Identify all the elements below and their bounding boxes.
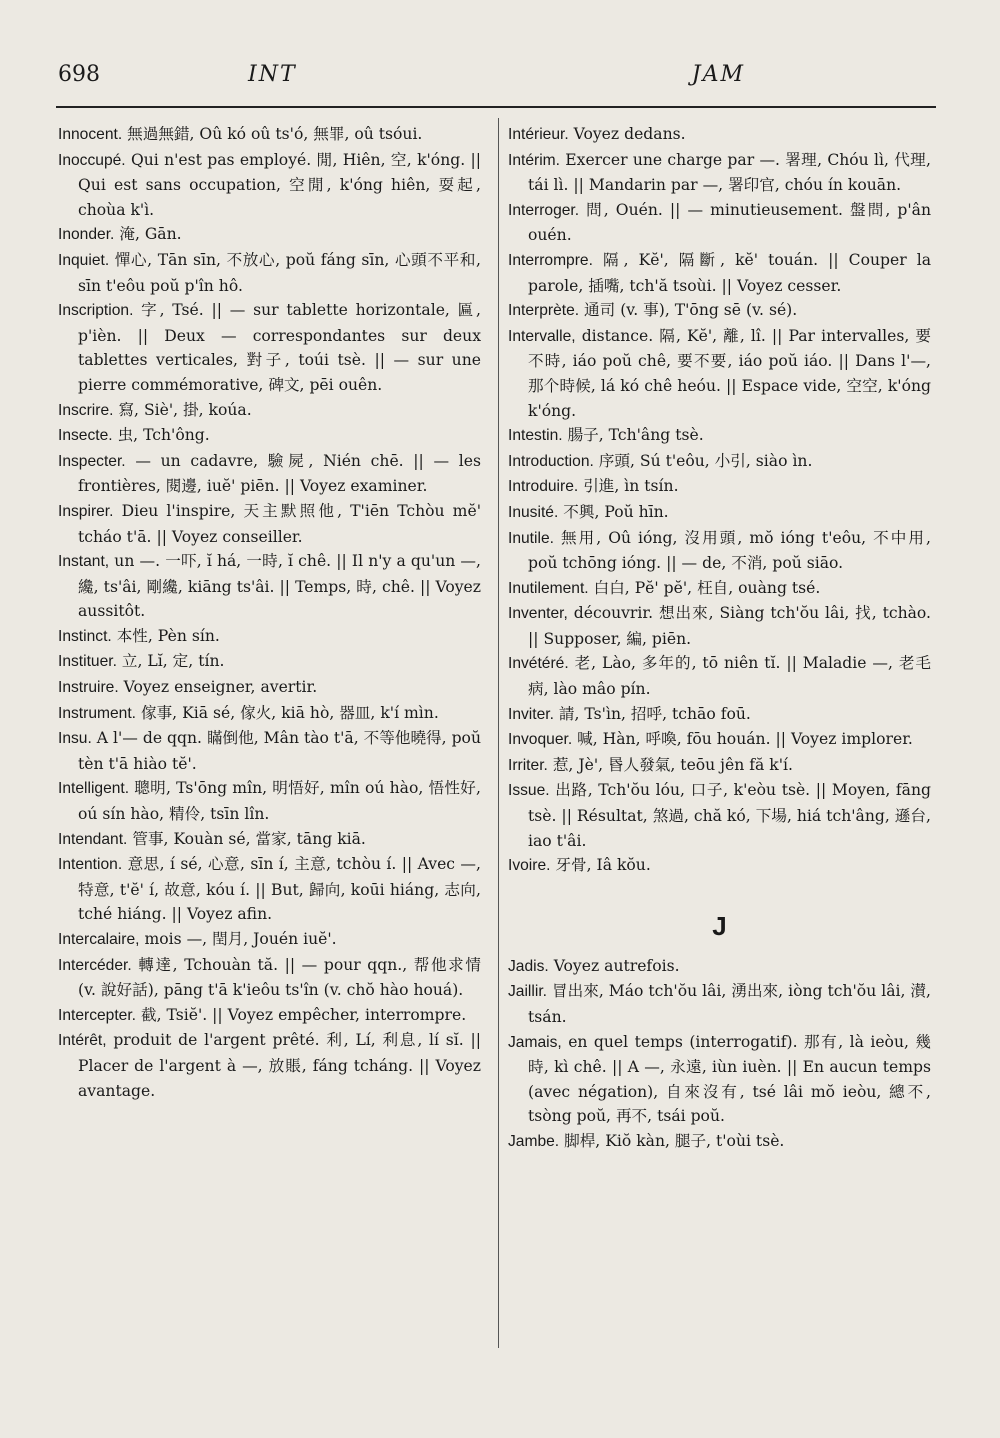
entry-headword: Inonder. — [58, 226, 115, 244]
entry-definition: 出路, Tch'ŏu lóu, 口子, k'eòu tsè. || Moyen, fāng tsè. || Résultat, 煞過, chă kó, 下場, hiá tch'âng, 遜台, iao t'âi. — [528, 781, 931, 850]
dictionary-entry — [58, 776, 481, 826]
dictionary-entry — [58, 649, 481, 675]
entry-definition: 無用, Oû ióng, 沒用頭, mŏ ióng t'eôu, 不中用, poŭ tchōng ióng. || — de, 不消, poŭ siāo. — [528, 528, 931, 573]
dictionary-entry — [508, 474, 931, 500]
entry-headword: Inquiet. — [58, 251, 110, 269]
entry-headword: Invoquer. — [508, 731, 573, 749]
dictionary-entry — [508, 979, 931, 1029]
dictionary-entry — [58, 726, 481, 776]
dictionary-entry — [58, 398, 481, 424]
entry-headword: Inspecter. — [58, 452, 126, 470]
entry-headword: Inutilement. — [508, 579, 589, 597]
entry-definition: 寫, Siè', 掛, koúa. — [118, 400, 252, 419]
entry-definition: 憚心, Tān sīn, 不放心, poŭ fáng sīn, 心頭不平和, sīn t'eôu poŭ p'în hô. — [78, 250, 481, 295]
dictionary-entry — [508, 954, 931, 980]
entry-definition: 惹, Jè', 昬人發氣, teōu jên fă k'í. — [552, 755, 793, 774]
entry-headword: Jambe. — [508, 1132, 560, 1150]
entry-headword: Intercéder. — [58, 956, 132, 974]
entry-headword: Introduction. — [508, 452, 594, 470]
entry-definition: 隔, Kĕ', 隔斷, kĕ' touán. || Couper la parole, 插嘴, tch'ă tsoùi. || Voyez cesser. — [528, 250, 931, 295]
dictionary-entry — [58, 248, 481, 298]
dictionary-entry — [58, 827, 481, 853]
entry-definition: A l'— de qqn. 瞞倒他, Mân tào t'ā, 不等他曉得, poŭ tèn t'ā hiào tĕ'. — [78, 729, 481, 773]
entry-headword: Instruire. — [58, 679, 119, 697]
entry-headword: Insecte. — [58, 427, 113, 445]
entry-headword: Intestin. — [508, 427, 563, 445]
dictionary-entry — [508, 1129, 931, 1155]
column-divider — [498, 118, 499, 1348]
right-guide-word: JAM — [691, 62, 745, 87]
entry-headword: Introduire. — [508, 478, 579, 496]
entry-definition: 本性, Pèn sín. — [116, 626, 220, 645]
entry-definition: 轉達, Tchouàn tă. || — pour qqn., 帮他求情 (v. 說好話), pāng t'ā k'ieôu ts'în (v. chŏ hào houá). — [78, 955, 481, 1000]
dictionary-entry — [508, 122, 931, 148]
dictionary-entry — [58, 701, 481, 727]
entry-headword: Invétéré. — [508, 655, 569, 673]
entry-definition: 引進, ìn tsín. — [583, 477, 679, 496]
dictionary-entry — [58, 549, 481, 624]
entry-headword: Intercepter. — [58, 1006, 137, 1024]
dictionary-entry — [508, 651, 931, 701]
dictionary-entry — [58, 298, 481, 397]
entry-definition: 管事, Kouàn sé, 當家, tāng kiā. — [132, 829, 366, 848]
entry-definition: 通司 (v. 事), T'ōng sē (v. sé). — [584, 301, 798, 320]
entry-definition: 字, Tsé. || — sur tablette horizontale, 匾, p'ièn. || Deux — correspondantes sur deux tablettes verticales, 對子, toúi tsè. || — sur une pierre commémorative, 碑文, pēi ouên. — [78, 301, 481, 394]
entry-definition: 立, Lĭ, 定, tín. — [121, 652, 225, 671]
entry-definition: 腸子, Tch'âng tsè. — [567, 426, 704, 445]
entry-definition: 傢事, Kiā sé, 傢火, kiā hò, 器皿, k'í mìn. — [140, 703, 439, 722]
entry-headword: Inspirer. — [58, 502, 114, 520]
entry-headword: Interrompre. — [508, 251, 593, 269]
dictionary-entry — [58, 675, 481, 701]
entry-definition: découvrir. 想出來, Siàng tch'ŏu lâi, 找, tchào. || Supposer, 編, piēn. — [528, 604, 931, 648]
right-column-j-entries — [508, 954, 931, 1155]
entry-definition: 白白, Pĕ' pĕ', 枉自, ouàng tsé. — [593, 578, 821, 597]
dictionary-entry — [508, 526, 931, 576]
entry-definition: 牙骨, Iâ kŏu. — [555, 856, 651, 875]
entry-headword: Intérêt, — [58, 1032, 107, 1050]
page-header — [58, 62, 930, 96]
entry-headword: Interroger. — [508, 201, 580, 219]
entry-definition: 無過無錯, Oû kó oû ts'ó, 無罪, oû tsóui. — [127, 125, 423, 143]
header-rule — [56, 106, 936, 108]
dictionary-entry — [508, 248, 931, 298]
entry-definition: 請, Ts'ìn, 招呼, tchāo foū. — [558, 704, 751, 723]
entry-headword: Interprète. — [508, 302, 580, 320]
entry-definition: distance. 隔, Kĕ', 離, lî. || Par intervalles, 要不時, iáo poŭ chê, 要不要, iáo poŭ iáo. || Dans l'—, 那个時候, lá kó chê heóu. || Espace vide, 空空, k'óng k'óng. — [528, 326, 931, 420]
dictionary-entry — [58, 1003, 481, 1029]
entry-definition: mois —, 閏月, Jouén iuĕ'. — [144, 930, 337, 948]
entry-definition: un —. 一吓, ĭ há, 一時, ĭ chê. || Il n'y a qu'un —, 纔, ts'âi, 剛纔, kiāng ts'âi. || Temps, 時, chê. || Voyez aussitôt. — [78, 552, 481, 621]
entry-headword: Ivoire. — [508, 857, 551, 875]
dictionary-entry — [508, 853, 931, 879]
entry-headword: Inscription. — [58, 302, 134, 320]
entry-definition: 意思, í sé, 心意, sīn í, 主意, tchòu í. || Avec —, 特意, t'ĕ' í, 故意, kóu í. || But, 歸向, koūi hiáng, 志向, tché hiáng. || Voyez afin. — [78, 855, 481, 924]
dictionary-entry — [508, 576, 931, 602]
entry-headword: Inutile. — [508, 529, 554, 547]
entry-headword: Jaillir. — [508, 983, 547, 1001]
dictionary-entry — [58, 1028, 481, 1103]
entry-definition: 脚桿, Kiŏ kàn, 腿子, t'oùi tsè. — [564, 1131, 785, 1150]
dictionary-entry — [508, 298, 931, 324]
dictionary-entry — [58, 222, 481, 248]
entry-definition: 冒出來, Máo tch'ŏu lâi, 湧出來, iòng tch'ŏu lâi, 濽, tsán. — [528, 982, 931, 1026]
dictionary-entry — [58, 927, 481, 953]
dictionary-entry — [508, 702, 931, 728]
dictionary-entry — [58, 148, 481, 223]
dictionary-entry — [508, 727, 931, 753]
dictionary-entry — [58, 852, 481, 927]
entry-headword: Intelligent. — [58, 780, 130, 798]
entry-definition: 喊, Hàn, 呼喚, fōu houán. || Voyez implorer. — [577, 730, 913, 749]
entry-definition: 淹, Gān. — [119, 225, 182, 244]
left-guide-word: INT — [248, 62, 297, 87]
dictionary-entry — [508, 148, 931, 198]
dictionary-entry — [58, 499, 481, 549]
entry-headword: Inscrire. — [58, 401, 114, 419]
right-column-entries — [508, 122, 931, 879]
entry-headword: Intérieur. — [508, 126, 569, 143]
entry-definition: Exercer une charge par —. 署理, Chóu lì, 代理, tái lì. || Mandarin par —, 署印官, chóu ín kouān. — [528, 150, 931, 195]
entry-definition: 虫, Tch'ông. — [117, 426, 210, 445]
dictionary-entry — [58, 624, 481, 650]
entry-headword: Intercalaire, — [58, 931, 140, 948]
dictionary-entry — [58, 449, 481, 499]
entry-definition: — un cadavre, 驗屍, Nién chē. || — les frontières, 閱邊, iuĕ' piēn. || Voyez examiner. — [78, 451, 481, 496]
entry-headword: Innocent. — [58, 126, 123, 143]
entry-definition: Voyez enseigner, avertir. — [123, 678, 318, 697]
dictionary-entry — [508, 601, 931, 651]
entry-definition: Voyez autrefois. — [553, 956, 680, 975]
dictionary-entry — [508, 198, 931, 248]
entry-headword: Intention. — [58, 856, 123, 874]
page-number: 698 — [58, 62, 100, 87]
entry-headword: Inoccupé. — [58, 151, 126, 169]
entry-definition: Dieu l'inspire, 天主默照他, T'iēn Tchòu mĕ' tcháo t'ā. || Voyez conseiller. — [78, 501, 481, 546]
entry-headword: Intendant. — [58, 830, 128, 848]
dictionary-entry — [508, 500, 931, 526]
entry-headword: Insu. — [58, 730, 92, 748]
entry-definition: 不興, Poŭ hīn. — [563, 502, 669, 521]
entry-headword: Instinct. — [58, 627, 112, 645]
entry-headword: Inusité. — [508, 503, 559, 521]
dictionary-entry — [58, 122, 481, 148]
entry-headword: Instant, — [58, 553, 110, 571]
right-column — [508, 122, 931, 1155]
entry-headword: Irriter. — [508, 756, 548, 774]
entry-definition: 聰明, Ts'ōng mîn, 明悟好, mîn oú hào, 悟性好, oú sín hào, 精伶, tsīn lîn. — [78, 779, 481, 824]
entry-headword: Issue. — [508, 782, 550, 800]
entry-headword: Intérim. — [508, 151, 560, 169]
entry-headword: Jamais, — [508, 1033, 562, 1051]
left-column — [58, 122, 481, 1103]
entry-headword: Inviter. — [508, 705, 554, 723]
section-letter: J — [712, 910, 727, 941]
entry-headword: Jadis. — [508, 957, 549, 975]
dictionary-entry — [508, 423, 931, 449]
entry-definition: 序頭, Sú t'eôu, 小引, siào ìn. — [598, 451, 813, 470]
entry-definition: en quel temps (interrogatif). 那有, là ieòu, 幾時, kì chê. || A —, 永遠, iùn iuèn. || En aucun temps (avec négation), 自來沒有, tsé lâi mŏ ieòu, 總不, tsòng poŭ, 再不, tsái poŭ. — [528, 1032, 931, 1126]
entry-definition: 截, Tsiĕ'. || Voyez empêcher, interrompre. — [140, 1005, 467, 1024]
dictionary-entry — [508, 753, 931, 779]
dictionary-entry — [58, 423, 481, 449]
entry-headword: Intervalle, — [508, 327, 576, 345]
entry-headword: Inventer, — [508, 605, 568, 623]
dictionary-entry — [58, 953, 481, 1003]
entry-definition: Qui n'est pas employé. 閒, Hiên, 空, k'óng. || Qui est sans occupation, 空閒, k'óng hiên, 耍起, choùa k'ì. — [78, 150, 481, 219]
entry-definition: 問, Ouén. || — minutieusement. 盤問, p'ân ouén. — [528, 200, 931, 245]
entry-headword: Instituer. — [58, 653, 117, 671]
dictionary-entry — [508, 449, 931, 475]
dictionary-entry — [508, 778, 931, 853]
dictionary-entry — [508, 324, 931, 423]
entry-definition: produit de l'argent prêté. 利, Lí, 利息, lí sĭ. || Placer de l'argent à —, 放賬, fáng tcháng. || Voyez avantage. — [78, 1031, 481, 1100]
entry-definition: Voyez dedans. — [573, 125, 686, 143]
entry-definition: 老, Lào, 多年的, tō niên tĭ. || Maladie —, 老毛病, lào mâo pín. — [528, 654, 931, 699]
entry-headword: Instrument. — [58, 704, 136, 722]
dictionary-entry — [508, 1030, 931, 1129]
